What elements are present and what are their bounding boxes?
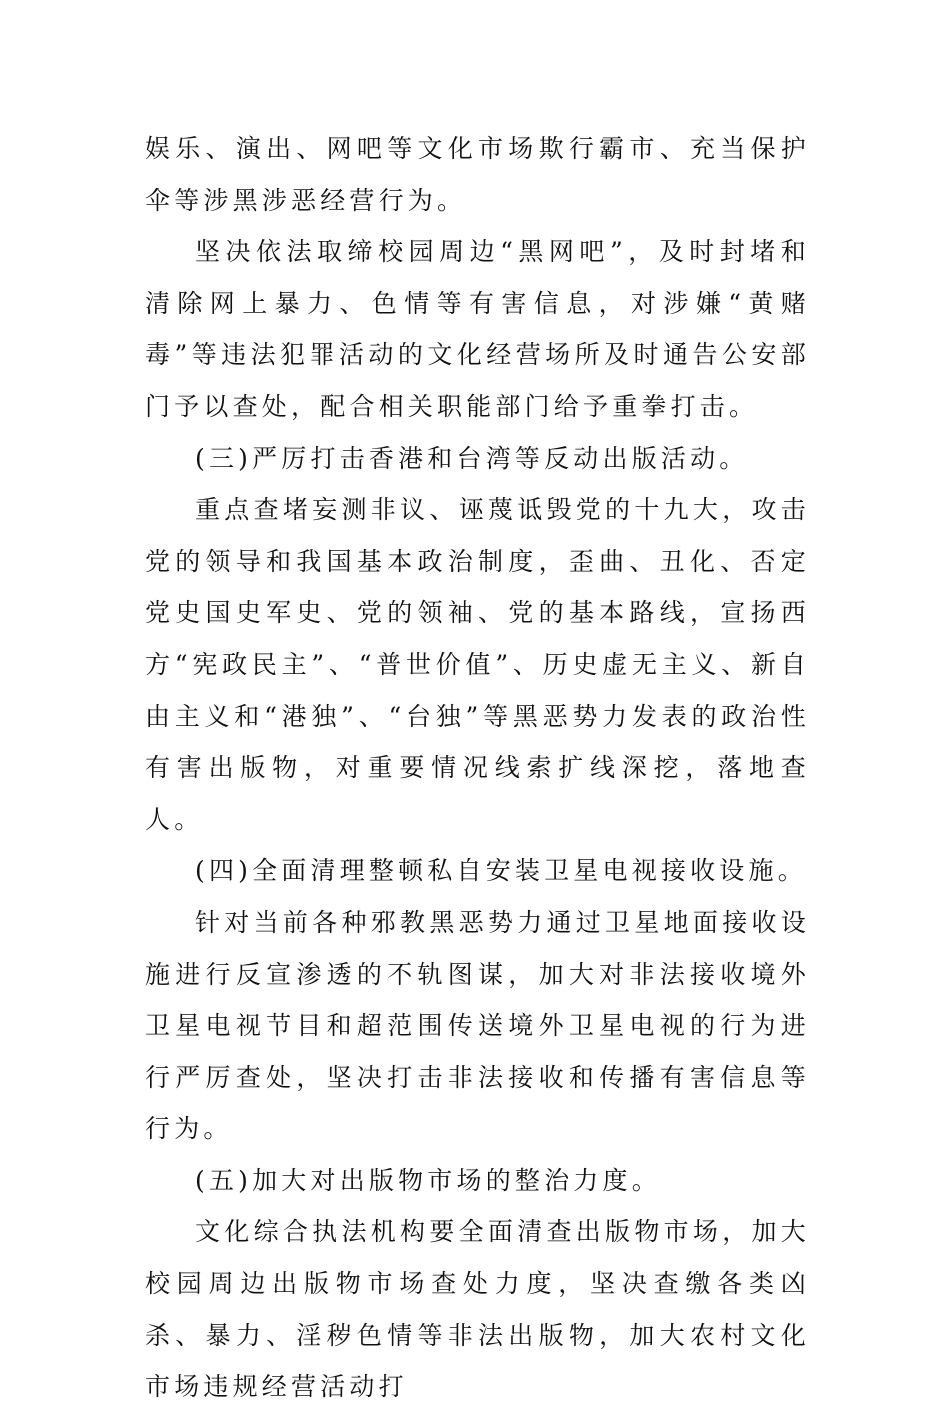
section-heading: (四)全面清理整顿私自安装卫星电视接收设施。 (195, 856, 807, 886)
paragraph-body: 坚决依法取缔校园周边“黑网吧”，及时封堵和清除网上暴力、色情等有害信息，对涉嫌“黄赌毒”等违法犯罪活动的文化经营场所及时通告公安部门予以查处，配合相关职能部门给予重拳打击。 (145, 237, 810, 421)
paragraph-body: 重点查堵妄测非议、诬蔑诋毁党的十九大，攻击党的领导和我国基本政治制度，歪曲、丑化、否定党史国史军史、党的领袖、党的基本路线，宣扬西方“宪政民主”、“普世价值”、历史虚无主义、新自由主义和“港独”、“台独”等黑恶势力发表的政治性有害出版物，对重要情况线索扩线深挖，落地查人。 (145, 495, 810, 834)
section-heading: (三)严厉打击香港和台湾等反动出版活动。 (195, 443, 749, 473)
document-body (145, 123, 810, 1413)
paragraph-body: 文化综合执法机构要全面清查出版物市场，加大校园周边出版物市场查处力度，坚决查缴各类凶杀、暴力、淫秽色情等非法出版物，加大农村文化市场违规经营活动打 (145, 1217, 810, 1402)
section-heading: (五)加大对出版物市场的整治力度。 (195, 1165, 661, 1195)
paragraph-body: 针对当前各种邪教黑恶势力通过卫星地面接收设施进行反宣渗透的不轨图谋，加大对非法接收境外卫星电视节目和超范围传送境外卫星电视的行为进行严厉查处，坚决打击非法接收和传播有害信息等行为。 (145, 907, 810, 1144)
paragraph-continuation: 娱乐、演出、网吧等文化市场欺行霸市、充当保护伞等涉黑涉恶经营行为。 (145, 134, 810, 215)
